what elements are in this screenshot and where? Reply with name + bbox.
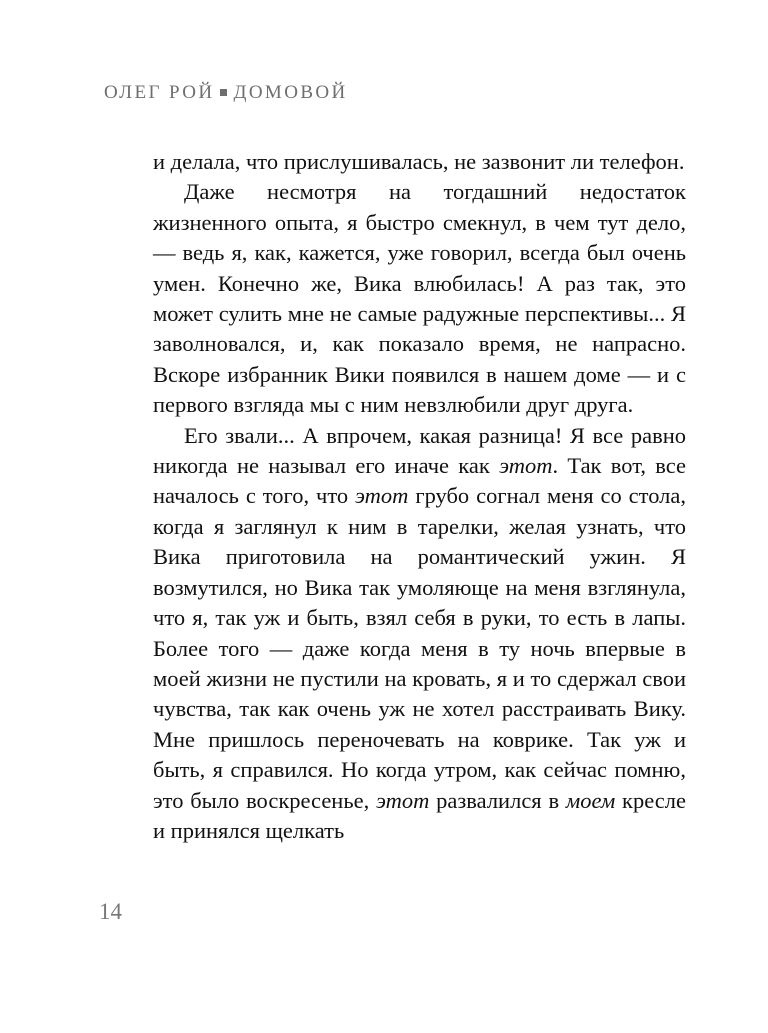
separator-dot (220, 89, 227, 96)
paragraph-1: и делала, что прислушивалась, не зазвонит ли телефон. (153, 149, 685, 174)
text-run: грубо согнал меня со стола, когда я заглянул к ним в тарелки, желая узнать, что Вика приготовила на романтический ужин. Я возмутился, но Вика так умоляюще на меня взглянула, что я, так уж и быть, взял себя в руки, то есть в лапы. Более того — даже когда меня в ту ночь впервые в моей жизни не пустили на кровать, я и то сдержал свои чувства, так как очень уж не хотел расстраивать Вику. Мне пришлось переночевать на коврике. Так уж и быть, я справился. Но когда утром, как сейчас помню, это было воскресенье, (153, 483, 686, 813)
italic-word: этот (499, 453, 553, 479)
italic-word: моем (565, 787, 616, 813)
running-header (104, 82, 348, 104)
text-run: развалился в (429, 787, 566, 813)
header-title: ДОМОВОЙ (233, 82, 348, 103)
header-author: ОЛЕГ РОЙ (104, 82, 215, 103)
italic-word: этот (376, 787, 430, 813)
paragraph-3 (153, 421, 686, 847)
body-text (153, 147, 686, 846)
text-run: кресле и принялся щелкать (153, 787, 686, 843)
text-run: Его звали... А впрочем, какая разница! Я все равно никогда не называл его иначе как (153, 422, 686, 479)
page-number: 14 (99, 899, 122, 924)
italic-word: этот (355, 483, 409, 509)
paragraph-2: Даже несмотря на тогдашний недостаток жизненного опыта, я быстро смекнул, в чем тут дело, — ведь я, как, кажется, уже говорил, всегда был очень умен. Конечно же, Вика влюбилась! А раз так, это может сулить мне не самые радужные перспективы... Я заволновался, и, как показало время, не напрасно. Вскоре избранник Вики появился в нашем доме — и с первого взгляда мы с ним невзлюбили друг друга. (153, 179, 686, 418)
text-run: . Так вот, все началось с того, что (153, 453, 686, 509)
